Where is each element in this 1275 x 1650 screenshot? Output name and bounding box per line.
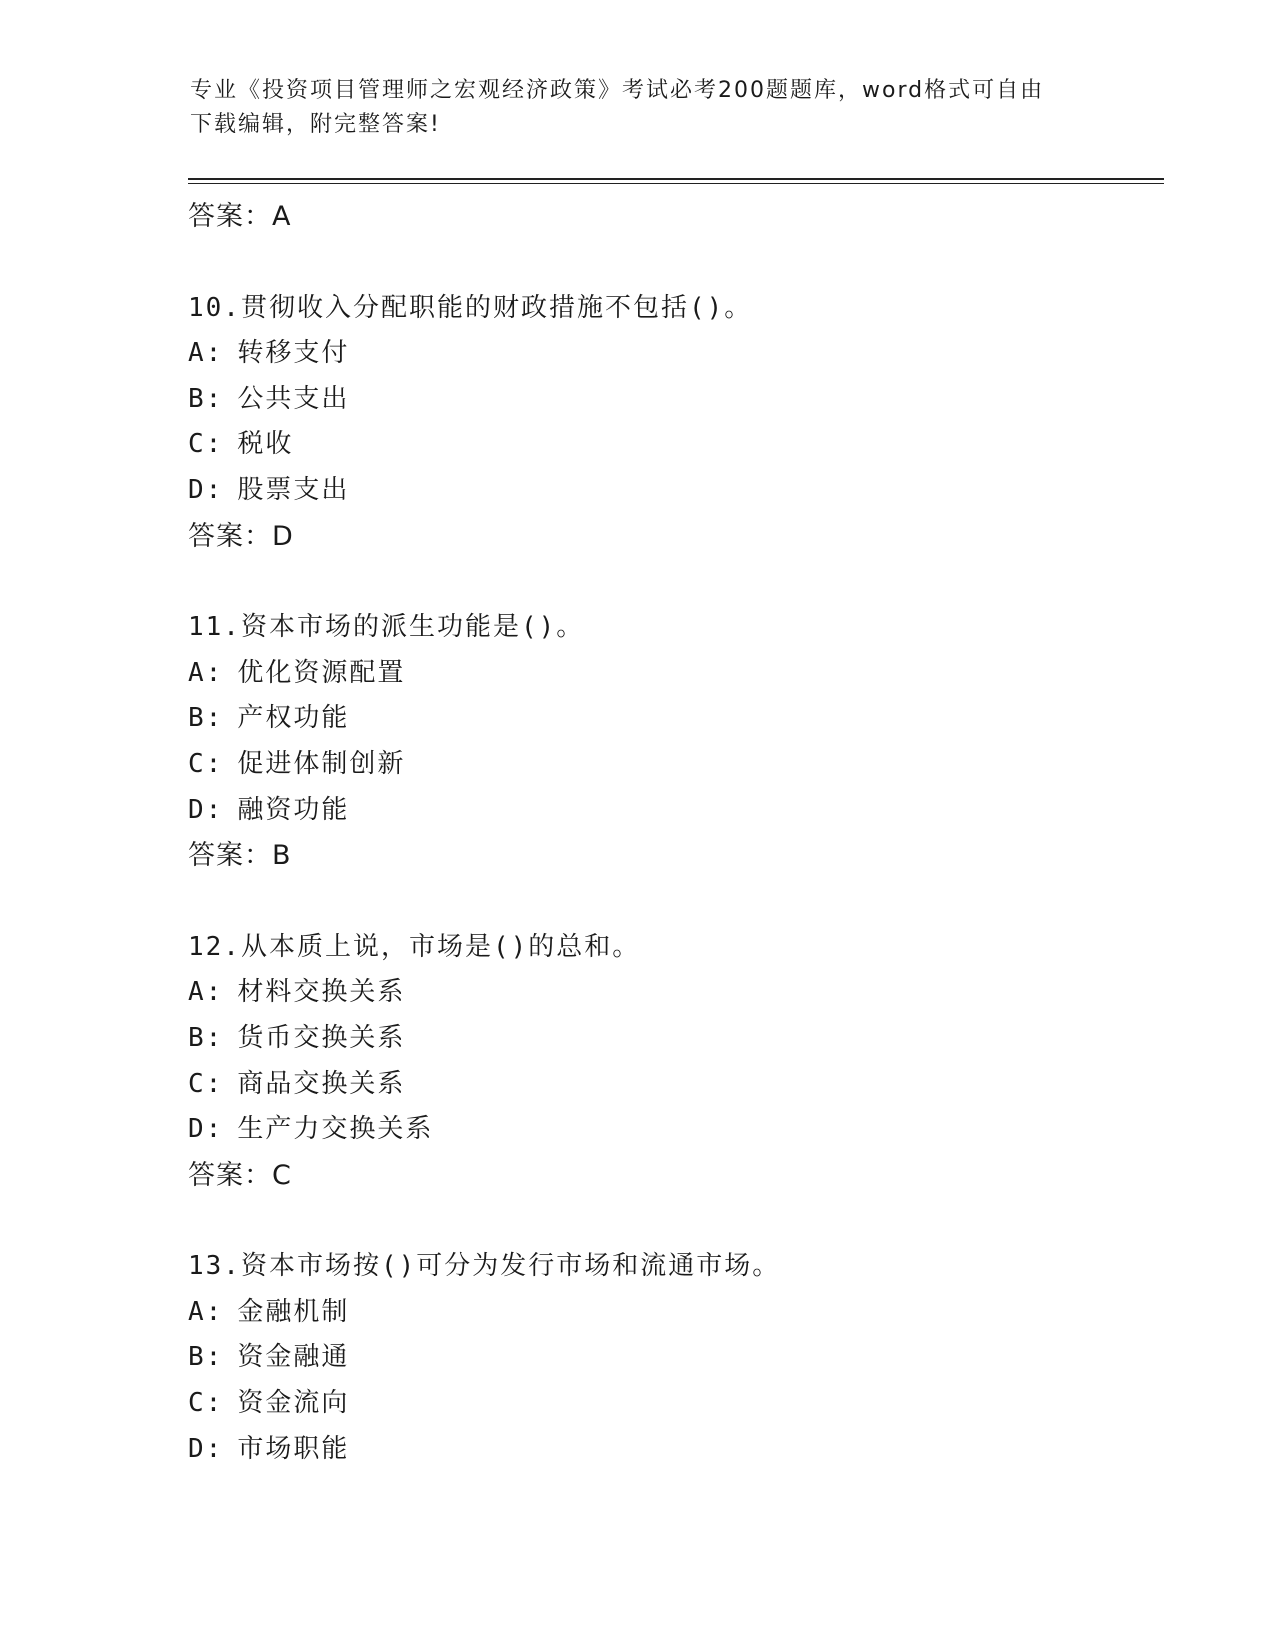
option-d (188, 1427, 1168, 1473)
option-letter: B: (188, 1022, 224, 1053)
option-b (188, 696, 1168, 742)
option-text: 优化资源配置 (237, 657, 406, 688)
option-d (188, 1107, 1168, 1153)
option-letter: C: (188, 1388, 224, 1419)
option-b (188, 377, 1168, 423)
option-letter: D: (188, 1114, 224, 1145)
option-d (188, 788, 1168, 834)
option-letter: C: (188, 748, 224, 779)
header-line-1: 专业《投资项目管理师之宏观经济政策》考试必考200题题库，word格式可自由 (190, 78, 1045, 103)
answer-line: 答案：B (188, 840, 292, 872)
option-text: 市场职能 (237, 1433, 350, 1464)
answer-line: 答案：D (188, 520, 294, 552)
option-letter: A: (188, 338, 224, 369)
option-c (188, 422, 1168, 468)
option-letter: D: (188, 1433, 224, 1464)
option-letter: C: (188, 429, 224, 460)
question-title: 13.资本市场按()可分为发行市场和流通市场。 (188, 1251, 781, 1282)
option-text: 生产力交换关系 (237, 1114, 434, 1145)
option-text: 融资功能 (237, 794, 350, 825)
option-text: 促进体制创新 (237, 748, 406, 779)
option-c (188, 742, 1168, 788)
option-letter: D: (188, 794, 224, 825)
option-letter: B: (188, 703, 224, 734)
option-d (188, 468, 1168, 514)
answer-line: 答案：C (188, 1159, 292, 1191)
question-block (188, 925, 1168, 1199)
option-text: 资金融通 (237, 1342, 350, 1373)
header-line-2: 下载编辑，附完整答案! (190, 112, 441, 137)
header-divider-thin (188, 183, 1164, 184)
option-letter: C: (188, 1068, 224, 1099)
option-b (188, 1335, 1168, 1381)
option-letter: A: (188, 1296, 224, 1327)
option-a (188, 1290, 1168, 1336)
header-divider-thick (188, 178, 1164, 180)
option-a (188, 651, 1168, 697)
option-text: 税收 (237, 429, 294, 460)
option-text: 股票支出 (237, 474, 350, 505)
question-list (188, 194, 1168, 1472)
option-text: 转移支付 (237, 338, 350, 369)
question-block (188, 605, 1168, 879)
option-c (188, 1381, 1168, 1427)
option-letter: B: (188, 383, 224, 414)
option-text: 产权功能 (237, 703, 350, 734)
option-c (188, 1062, 1168, 1108)
option-text: 金融机制 (237, 1296, 350, 1327)
question-title: 12.从本质上说，市场是()的总和。 (188, 931, 641, 962)
question-title: 10.贯彻收入分配职能的财政措施不包括()。 (188, 292, 753, 323)
option-text: 资金流向 (237, 1388, 350, 1419)
question-title: 11.资本市场的派生功能是()。 (188, 612, 585, 643)
option-text: 公共支出 (237, 383, 350, 414)
option-letter: B: (188, 1342, 224, 1373)
option-letter: A: (188, 977, 224, 1008)
option-text: 材料交换关系 (237, 977, 406, 1008)
option-letter: A: (188, 657, 224, 688)
option-letter: D: (188, 474, 224, 505)
option-b (188, 1016, 1168, 1062)
option-text: 货币交换关系 (237, 1022, 406, 1053)
previous-answer: 答案：A (188, 201, 292, 232)
question-block (188, 286, 1168, 560)
question-block (188, 1244, 1168, 1472)
option-a (188, 970, 1168, 1016)
document-header (190, 74, 1090, 142)
option-a (188, 331, 1168, 377)
option-text: 商品交换关系 (237, 1068, 406, 1099)
